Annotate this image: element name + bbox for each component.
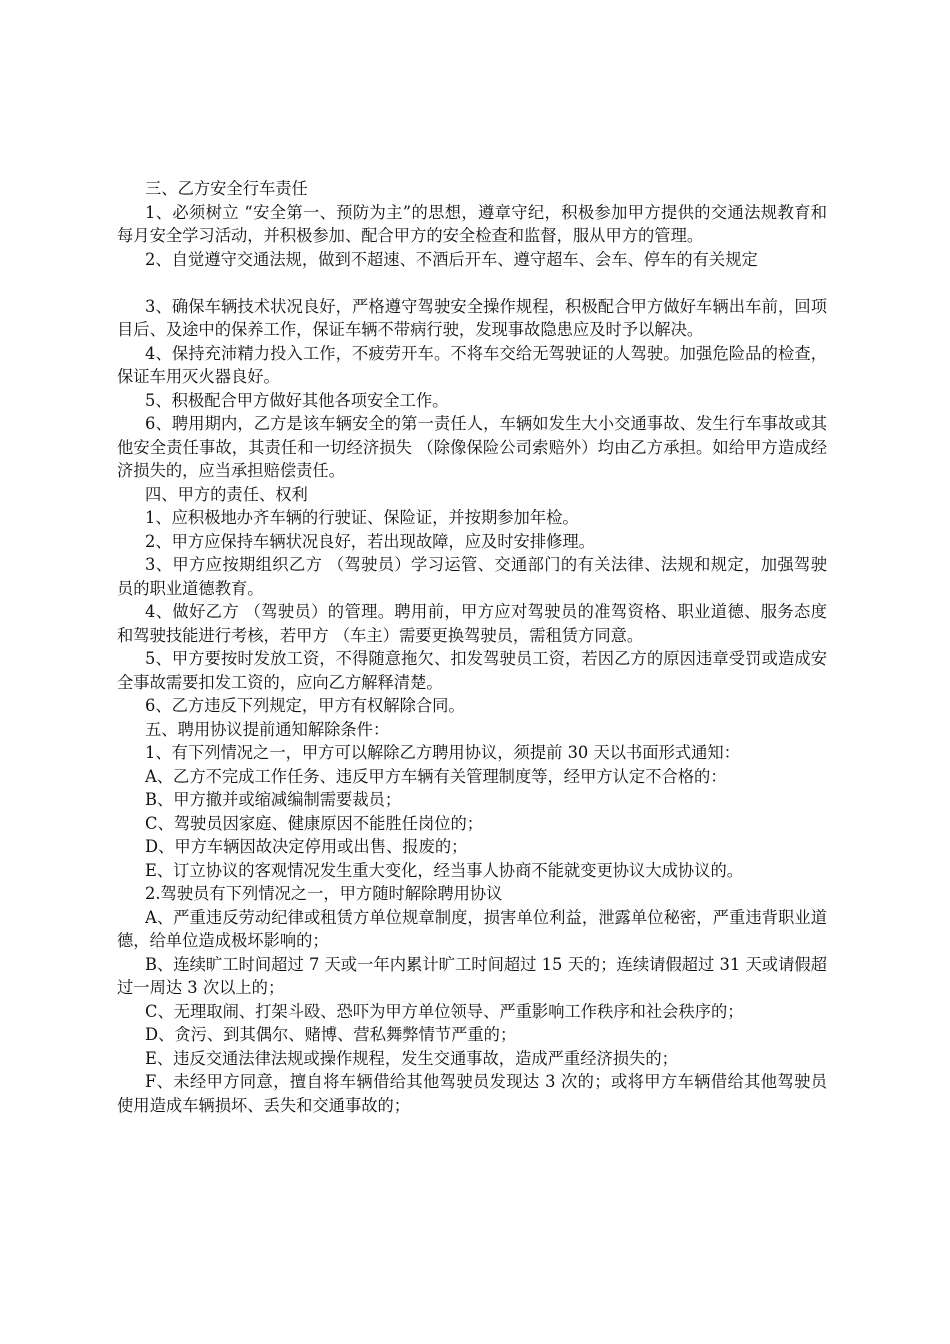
document-page: [117, 177, 827, 1117]
paragraph-4-5: 5、甲方要按时发放工资，不得随意拖欠、扣发驾驶员工资，若因乙方的原因违章受罚或造成安全事故需要扣发工资的，应向乙方解释清楚。: [117, 649, 827, 692]
list-item-5-1-d: D、甲方车辆因故决定停用或出售、报废的；: [145, 837, 468, 856]
list-item-5-2-a: A、严重违反劳动纪律或租赁方单位规章制度，损害单位利益，泄露单位秘密，严重违背职业道德，给单位造成极坏影响的；: [117, 907, 827, 950]
list-item-5-1-e: E、订立协议的客观情况发生重大变化，经当事人协商不能就变更协议大成协议的。: [145, 860, 744, 880]
list-item-5-2-d: D、贪污、到其偶尔、赌博、营私舞弊情节严重的；: [145, 1025, 517, 1044]
list-item-5-2-c: C、无理取闹、打架斗殴、恐吓为甲方单位领导、严重影响工作秩序和社会秩序的；: [145, 1001, 744, 1021]
list-item-5-2-b: B、连续旷工时间超过 7 天或一年内累计旷工时间超过 15 天的；连续请假超过 31 天或请假超过一周达 3 次以上的；: [117, 954, 827, 997]
paragraph-4-1: 1、应积极地办齐车辆的行驶证、保险证，并按期参加年检。: [145, 508, 579, 527]
paragraph-5-2: 2.驾驶员有下列情况之一，甲方随时解除聘用协议: [145, 884, 503, 903]
paragraph-3-3: 3、确保车辆技术状况良好，严格遵守驾驶安全操作规程，积极配合甲方做好车辆出车前，回项目后、及途中的保养工作，保证车辆不带病行驶，发现事故隐患应及时予以解决。: [117, 296, 827, 339]
paragraph-3-5: 5、积极配合甲方做好其他各项安全工作。: [145, 390, 449, 410]
section-heading-4: 四、甲方的责任、权利: [145, 484, 308, 504]
paragraph-3-6: 6、聘用期内，乙方是该车辆安全的第一责任人，车辆如发生大小交通事故、发生行车事故或其他安全责任事故，其责任和一切经济损失 （除像保险公司索赔外）均由乙方承担。如给甲方造成经济损失的，应当承担赔偿责任。: [117, 414, 827, 480]
list-item-5-1-b: B、甲方撤并或缩减编制需要裁员；: [145, 790, 402, 809]
paragraph-4-3: 3、甲方应按期组织乙方 （驾驶员）学习运管、交通部门的有关法律、法规和规定，加强驾驶员的职业道德教育。: [117, 555, 827, 598]
list-item-5-2-f: F、未经甲方同意，擅自将车辆借给其他驾驶员发现达 3 次的；或将甲方车辆借给其他驾驶员使用造成车辆损坏、丢失和交通事故的；: [117, 1072, 827, 1115]
paragraph-3-2: 2、自觉遵守交通法规，做到不超速、不酒后开车、遵守超车、会车、停车的有关规定: [145, 249, 758, 269]
list-item-5-1-c: C、驾驶员因家庭、健康原因不能胜任岗位的；: [145, 813, 484, 833]
paragraph-3-4: 4、保持充沛精力投入工作，不疲劳开车。不将车交给无驾驶证的人驾驶。加强危险品的检查，保证车用灭火器良好。: [117, 343, 827, 386]
list-item-5-2-e: E、违反交通法律法规或操作规程，发生交通事故，造成严重经济损失的；: [145, 1048, 678, 1068]
paragraph-3-1: 1、必须树立 “安全第一、预防为主”的思想，遵章守纪，积极参加甲方提供的交通法规教育和每月安全学习活动，并积极参加、配合甲方的安全检查和监督，服从甲方的管理。: [117, 202, 827, 245]
section-heading-5: 五、聘用协议提前通知解除条件：: [145, 719, 390, 739]
blank-line: [117, 271, 827, 295]
paragraph-5-1: 1、有下列情况之一，甲方可以解除乙方聘用协议，须提前 30 天以书面形式通知：: [145, 743, 740, 762]
paragraph-4-2: 2、甲方应保持车辆状况良好，若出现故障，应及时安排修理。: [145, 531, 595, 551]
list-item-5-1-a: A、乙方不完成工作任务、违反甲方车辆有关管理制度等，经甲方认定不合格的：: [145, 766, 727, 786]
paragraph-4-6: 6、乙方违反下列规定，甲方有权解除合同。: [145, 696, 465, 715]
section-heading-3: 三、乙方安全行车责任: [145, 179, 308, 198]
paragraph-4-4: 4、做好乙方 （驾驶员）的管理。聘用前，甲方应对驾驶员的准驾资格、职业道德、服务态度和驾驶技能进行考核，若甲方 （车主）需要更换驾驶员，需租赁方同意。: [117, 602, 827, 645]
